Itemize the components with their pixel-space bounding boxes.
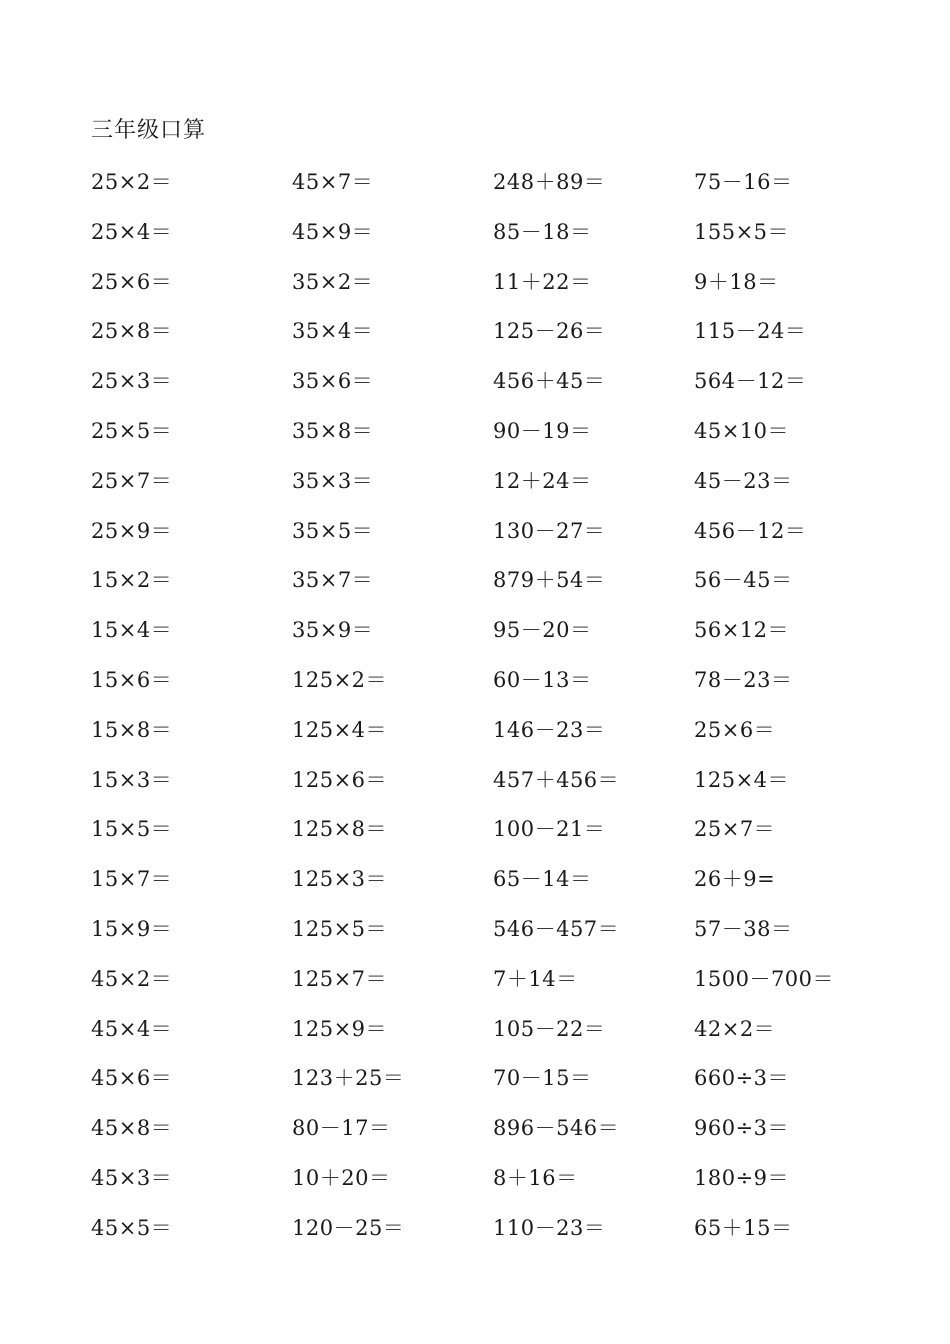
arithmetic-problem: 456－12＝: [694, 518, 807, 543]
arithmetic-problem: 25×7＝: [694, 817, 776, 842]
arithmetic-problem: 25×7＝: [91, 468, 173, 493]
arithmetic-problem: 1500－700＝: [694, 966, 835, 991]
arithmetic-problem: 125×4＝: [694, 767, 790, 792]
arithmetic-problem: 660÷3＝: [694, 1066, 790, 1091]
arithmetic-problem: 15×2＝: [91, 568, 173, 593]
arithmetic-problem: 248＋89＝: [493, 170, 606, 194]
arithmetic-problem: 26＋9=: [694, 867, 776, 892]
arithmetic-problem: 120－25＝: [292, 1215, 405, 1240]
arithmetic-problem: 25×6＝: [91, 269, 173, 294]
arithmetic-problem: 45×5＝: [91, 1215, 173, 1240]
arithmetic-problem: 35×2＝: [292, 269, 374, 294]
arithmetic-problem: 45×9＝: [292, 219, 374, 244]
arithmetic-problem: 457＋456＝: [493, 767, 620, 792]
arithmetic-problem: 456＋45＝: [493, 369, 606, 394]
problem-grid: [91, 167, 895, 1263]
arithmetic-problem: 45×3＝: [91, 1165, 173, 1190]
arithmetic-problem: 15×9＝: [91, 916, 173, 941]
arithmetic-problem: 95－20＝: [493, 618, 592, 643]
arithmetic-problem: 25×2＝: [91, 170, 173, 194]
arithmetic-problem: 125×2＝: [292, 667, 388, 692]
arithmetic-problem: 15×3＝: [91, 767, 173, 792]
arithmetic-problem: 125×3＝: [292, 867, 388, 892]
arithmetic-problem: 125×4＝: [292, 717, 388, 742]
arithmetic-problem: 15×7＝: [91, 867, 173, 892]
arithmetic-problem: 60－13＝: [493, 667, 592, 692]
arithmetic-problem: 35×9＝: [292, 618, 374, 643]
arithmetic-problem: 80－17＝: [292, 1116, 391, 1141]
arithmetic-problem: 100－21＝: [493, 817, 606, 842]
arithmetic-problem: 564－12＝: [694, 369, 807, 394]
arithmetic-problem: 70－15＝: [493, 1066, 592, 1091]
arithmetic-problem: 45×2＝: [91, 966, 173, 991]
arithmetic-problem: 15×6＝: [91, 667, 173, 692]
arithmetic-problem: 146－23＝: [493, 717, 606, 742]
arithmetic-problem: 85－18＝: [493, 219, 592, 244]
arithmetic-problem: 56×12＝: [694, 618, 790, 643]
arithmetic-problem: 56－45＝: [694, 568, 793, 593]
arithmetic-problem: 65＋15＝: [694, 1215, 793, 1240]
arithmetic-problem: 35×7＝: [292, 568, 374, 593]
arithmetic-problem: 25×6＝: [694, 717, 776, 742]
arithmetic-problem: 35×5＝: [292, 518, 374, 543]
arithmetic-problem: 12＋24＝: [493, 468, 592, 493]
arithmetic-problem: 45×6＝: [91, 1066, 173, 1091]
arithmetic-problem: 9＋18＝: [694, 269, 779, 294]
arithmetic-problem: 130－27＝: [493, 518, 606, 543]
arithmetic-problem: 15×5＝: [91, 817, 173, 842]
arithmetic-problem: 25×5＝: [91, 418, 173, 443]
arithmetic-problem: 45－23＝: [694, 468, 793, 493]
arithmetic-problem: 35×8＝: [292, 418, 374, 443]
arithmetic-problem: 78－23＝: [694, 667, 793, 692]
arithmetic-problem: 10＋20＝: [292, 1165, 391, 1190]
arithmetic-problem: 15×4＝: [91, 618, 173, 643]
arithmetic-problem: 879＋54＝: [493, 568, 606, 593]
arithmetic-problem: 11＋22＝: [493, 269, 592, 294]
arithmetic-problem: 7＋14＝: [493, 966, 578, 991]
arithmetic-problem: 123＋25＝: [292, 1066, 405, 1091]
arithmetic-problem: 125×5＝: [292, 916, 388, 941]
arithmetic-problem: 35×3＝: [292, 468, 374, 493]
arithmetic-problem: 90－19＝: [493, 418, 592, 443]
arithmetic-problem: 25×3＝: [91, 369, 173, 394]
arithmetic-problem: 57－38＝: [694, 916, 793, 941]
arithmetic-problem: 125×6＝: [292, 767, 388, 792]
arithmetic-problem: 8＋16＝: [493, 1165, 578, 1190]
arithmetic-problem: 960÷3＝: [694, 1116, 790, 1141]
arithmetic-problem: 25×4＝: [91, 219, 173, 244]
arithmetic-problem: 125－26＝: [493, 319, 606, 344]
arithmetic-problem: 125×7＝: [292, 966, 388, 991]
arithmetic-problem: 45×7＝: [292, 170, 374, 194]
arithmetic-problem: 45×4＝: [91, 1016, 173, 1041]
arithmetic-problem: 115－24＝: [694, 319, 807, 344]
arithmetic-problem: 155×5＝: [694, 219, 790, 244]
arithmetic-problem: 15×8＝: [91, 717, 173, 742]
arithmetic-problem: 45×10＝: [694, 418, 790, 443]
arithmetic-problem: 42×2＝: [694, 1016, 776, 1041]
arithmetic-problem: 180÷9＝: [694, 1165, 790, 1190]
arithmetic-problem: 125×8＝: [292, 817, 388, 842]
arithmetic-problem: 125×9＝: [292, 1016, 388, 1041]
arithmetic-problem: 105－22＝: [493, 1016, 606, 1041]
arithmetic-problem: 65－14＝: [493, 867, 592, 892]
arithmetic-problem: 35×6＝: [292, 369, 374, 394]
arithmetic-problem: 110－23＝: [493, 1215, 606, 1240]
arithmetic-problem: 35×4＝: [292, 319, 374, 344]
arithmetic-problem: 25×9＝: [91, 518, 173, 543]
arithmetic-problem: 546－457＝: [493, 916, 620, 941]
arithmetic-problem: 75－16＝: [694, 170, 793, 194]
worksheet-title: 三年级口算: [91, 118, 207, 143]
arithmetic-problem: 896－546＝: [493, 1116, 620, 1141]
arithmetic-problem: 45×8＝: [91, 1116, 173, 1141]
arithmetic-problem: 25×8＝: [91, 319, 173, 344]
